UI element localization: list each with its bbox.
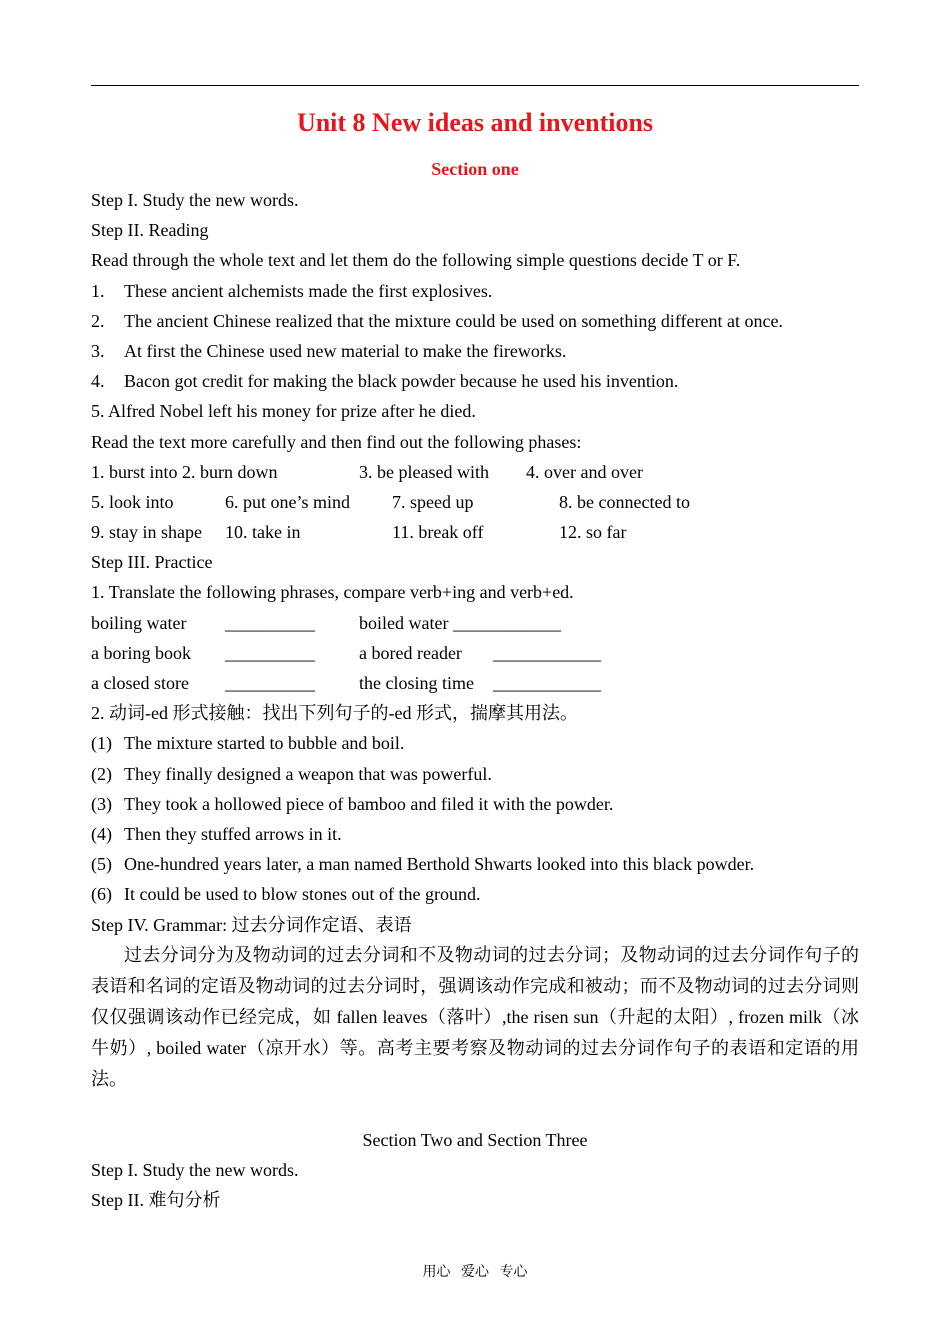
answer-blank: __________	[225, 642, 315, 663]
phrase-cell: 4. over and over	[526, 461, 643, 482]
phrase-text: boiling water	[91, 612, 187, 633]
phrase-cell: 12. so far	[559, 522, 627, 543]
document-body	[91, 185, 859, 1215]
page-footer	[0, 1261, 950, 1281]
answer-blank: ____________	[493, 673, 601, 693]
grammar-paragraph: 过去分词分为及物动词的过去分词和不及物动词的过去分词；及物动词的过去分词作句子的表语和名词的定语及物动词的过去分词时，强调该动作完成和被动；而不及物动词的过去分词则仅仅强调该动作已经完成，如 fallen leaves（落叶）,the risen sun（升起的太阳）, frozen milk（冰牛奶）, boiled water（凉开水）等。高考主要考察及物动词的过去分词作句子的表语和定语的用法。	[91, 944, 859, 1089]
translate-row	[91, 668, 859, 698]
phrase-text: a bored reader	[359, 642, 462, 663]
practice-1-instruction: 1. Translate the following phrases, compare verb+ing and verb+ed.	[91, 582, 574, 603]
ed-sentence: (3) They took a hollowed piece of bamboo and filed it with the powder.	[91, 793, 614, 814]
tf-question: 2. The ancient Chinese realized that the mixture could be used on something different at once.	[91, 310, 783, 331]
phrase-cell: 8. be connected to	[559, 491, 690, 512]
phrase-cell: 10. take in	[225, 522, 301, 543]
step-1: Step I. Study the new words.	[91, 190, 299, 210]
phrase-cell: 1. burst into 2. burn down	[91, 461, 278, 482]
step-2: Step II. Reading	[91, 220, 209, 241]
phrases-instruction: Read the text more carefully and then find out the following phases:	[91, 431, 582, 452]
phrase-cell: 11. break off	[392, 522, 484, 543]
ed-sentence: (5) One-hundred years later, a man named Berthold Shwarts looked into this black powder.	[91, 854, 755, 875]
phrase-cell: 3. be pleased with	[359, 461, 489, 482]
translate-row	[91, 608, 859, 638]
answer-blank: __________	[225, 673, 315, 693]
footer-word: 专心	[499, 1264, 528, 1280]
page-title: Unit 8 New ideas and inventions	[296, 108, 654, 137]
answer-blank: ____________	[493, 642, 601, 663]
tf-question: 5. Alfred Nobel left his money for prize after he died.	[91, 401, 476, 422]
phrase-row	[91, 487, 859, 517]
phrase-text: a closed store	[91, 673, 189, 693]
section-2-step-2: Step II. 难句分析	[91, 1190, 221, 1211]
tf-question: 3. At first the Chinese used new material to make the fireworks.	[91, 340, 567, 361]
section-2-step-1: Step I. Study the new words.	[91, 1159, 299, 1180]
phrase-cell: 5. look into	[91, 491, 174, 512]
phrase-cell: 9. stay in shape	[91, 522, 202, 543]
step-3: Step III. Practice	[91, 552, 213, 573]
ed-sentence: (1) The mixture started to bubble and boil.	[91, 733, 405, 754]
phrase-text: the closing time	[359, 673, 474, 693]
phrase-row	[91, 517, 859, 547]
header-rule	[91, 85, 859, 86]
translate-row	[91, 638, 859, 668]
phrase-row	[91, 457, 859, 487]
ed-sentence: (6) It could be used to blow stones out of the ground.	[91, 884, 481, 905]
section-2-3-heading: Section Two and Section Three	[362, 1129, 588, 1150]
practice-2-instruction: 2. 动词-ed 形式接触：找出下列句子的-ed 形式，揣摩其用法。	[91, 703, 578, 724]
tf-question: 1. These ancient alchemists made the first explosives.	[91, 280, 493, 301]
phrase-cell: 7. speed up	[392, 491, 474, 512]
ed-sentence: (4) Then they stuffed arrows in it.	[91, 823, 342, 844]
footer-word: 爱心	[461, 1264, 489, 1280]
section-subtitle: Section one	[431, 159, 519, 179]
tf-question: 4. Bacon got credit for making the black powder because he used his invention.	[91, 371, 679, 392]
footer-word: 用心	[422, 1264, 451, 1280]
phrase-text: boiled water ____________	[359, 612, 561, 633]
phrase-cell: 6. put one’s mind	[225, 491, 350, 512]
step-4: Step IV. Grammar: 过去分词作定语、表语	[91, 914, 412, 935]
answer-blank: __________	[225, 612, 315, 633]
ed-sentence: (2) They finally designed a weapon that was powerful.	[91, 763, 492, 784]
phrase-text: a boring book	[91, 642, 191, 663]
reading-instruction: Read through the whole text and let them do the following simple questions decide T or F.	[91, 250, 741, 271]
